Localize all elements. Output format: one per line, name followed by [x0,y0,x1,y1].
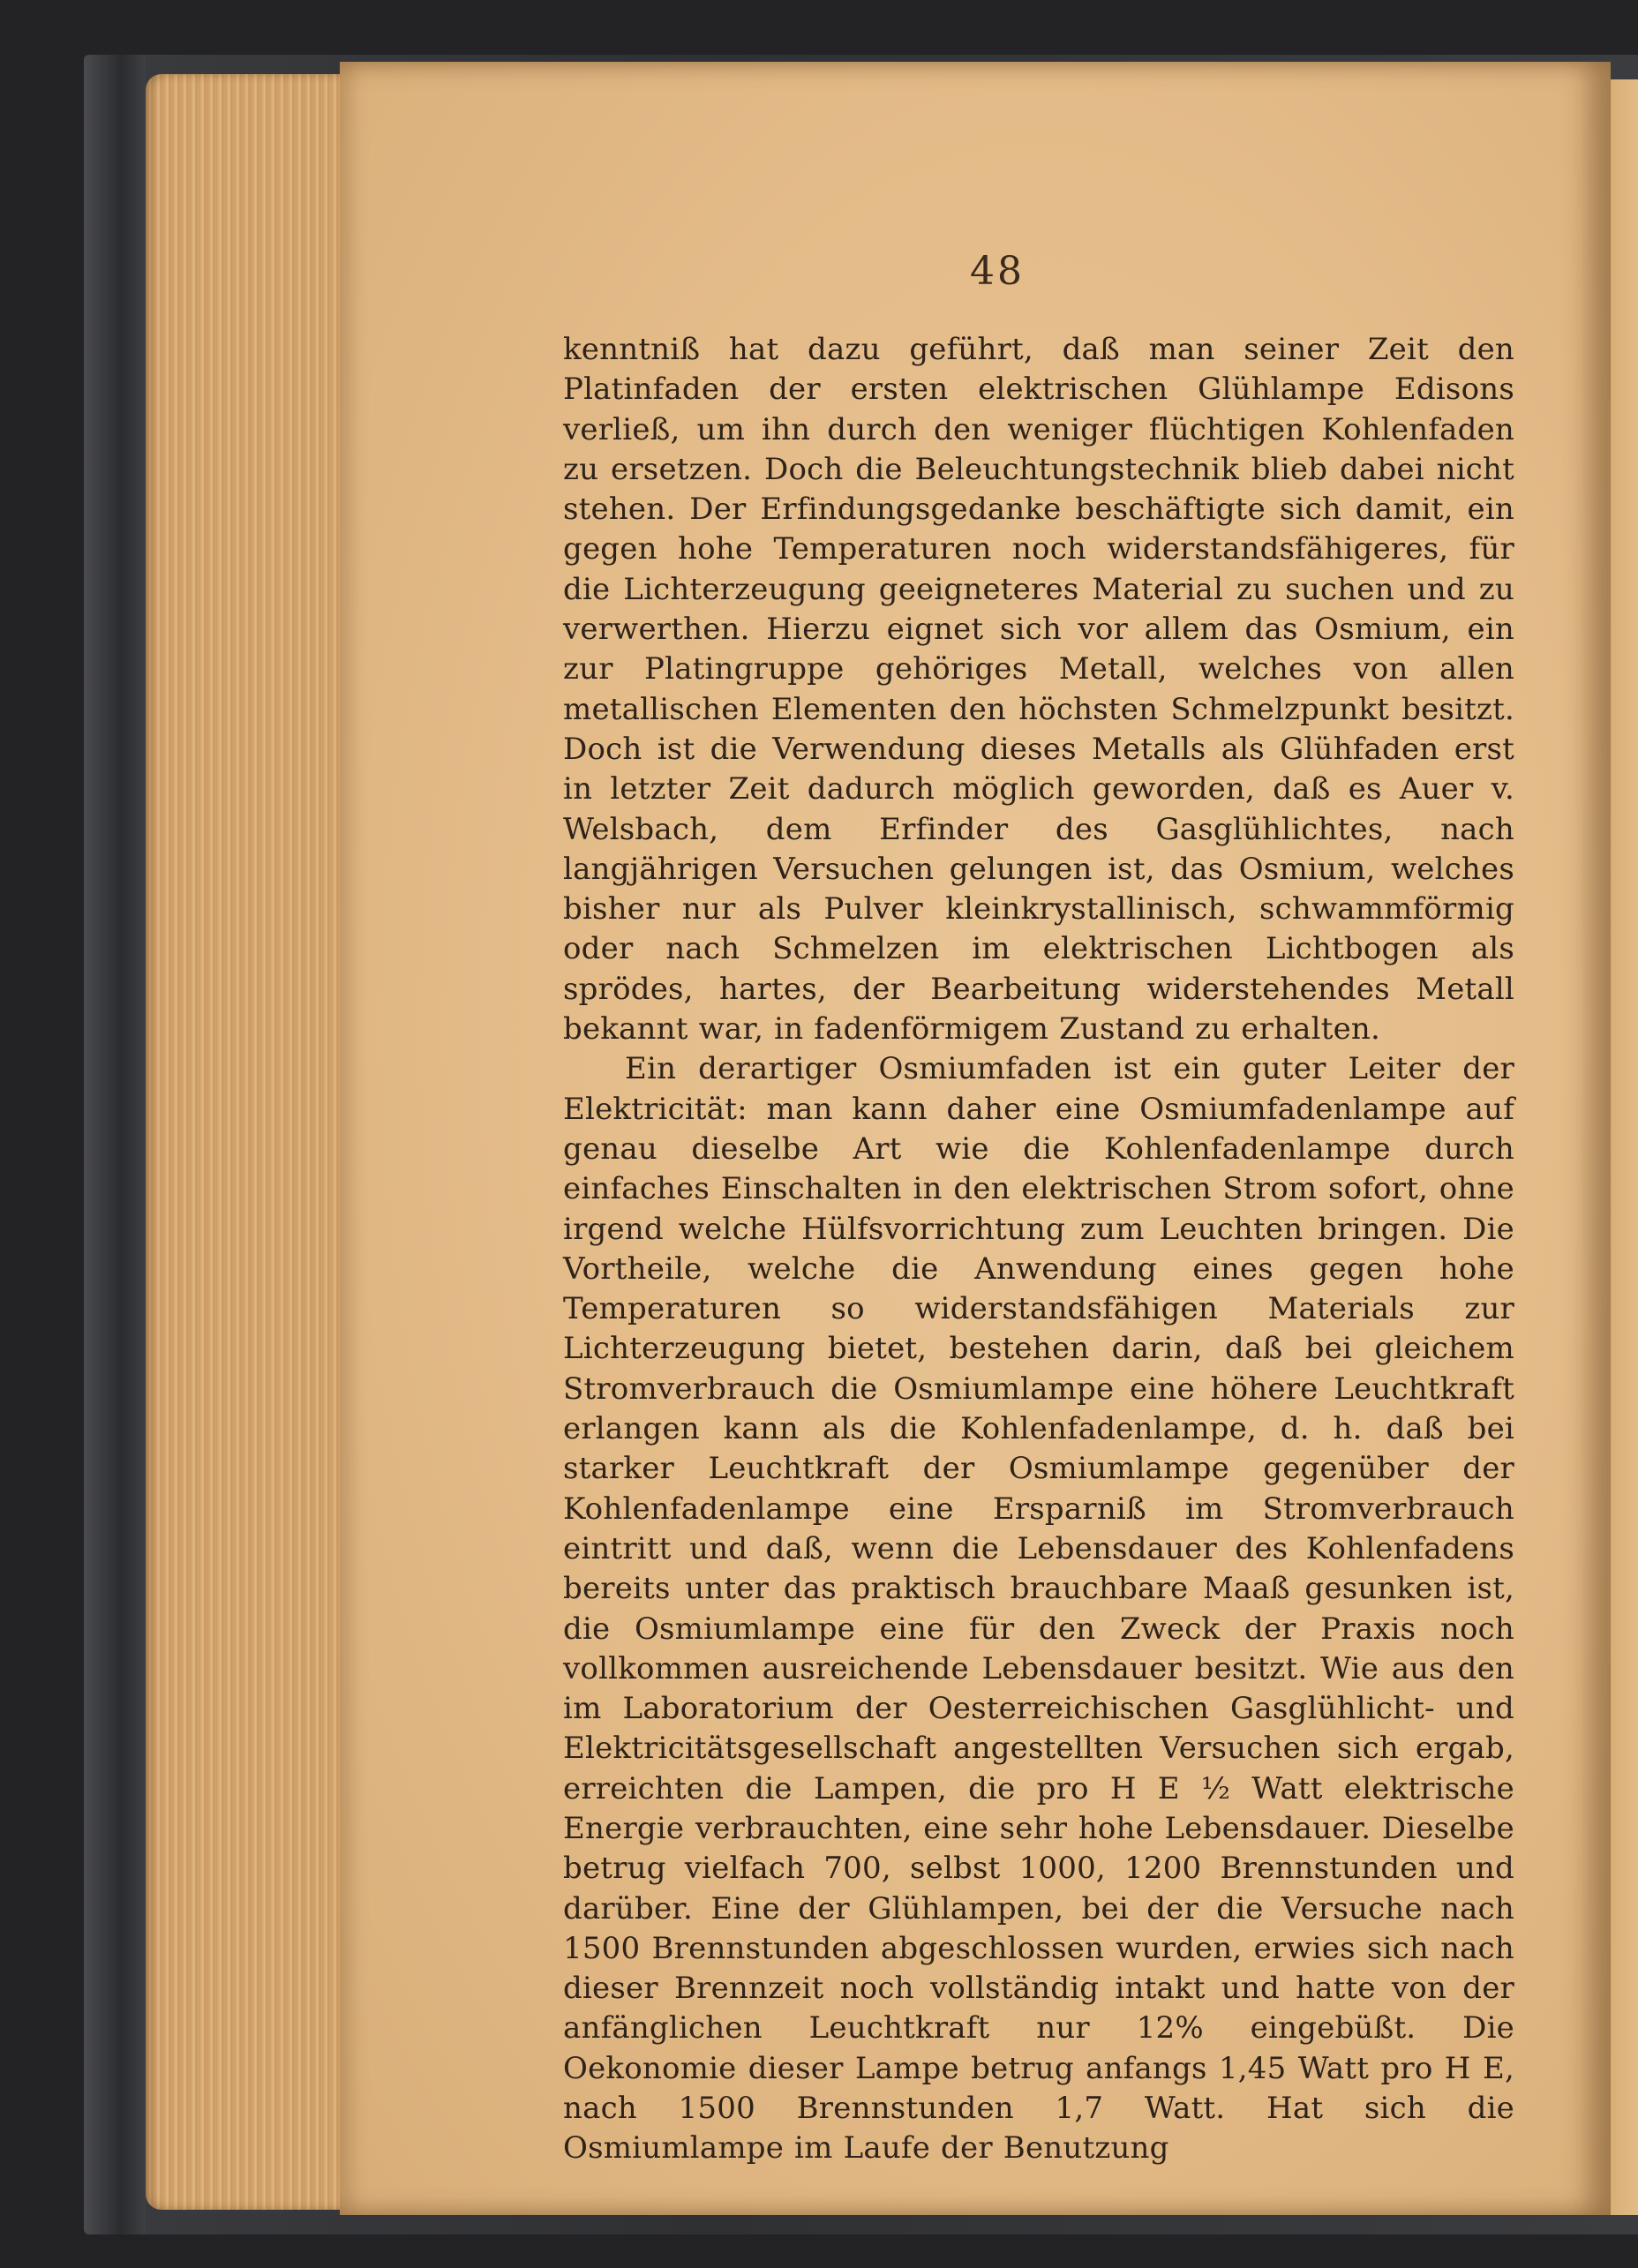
paragraph-1: kenntniß hat dazu geführt, daß man seiner Zeit den Platinfaden der ersten elektrischen Glühlampe Edisons verließ, um ihn durch den weniger flüchtigen Kohlenfaden zu ersetzen. Doch die Beleuchtungstechnik blieb dabei nicht stehen. Der Erfindungsgedanke beschäftigte sich damit, ein gegen hohe Temperaturen noch widerstandsfähigeres, für die Lichterzeugung geeigneteres Material zu suchen und zu verwerthen. Hierzu eignet sich vor allem das Osmium, ein zur Platingruppe gehöriges Metall, welches von allen metallischen Elementen den höchsten Schmelzpunkt besitzt. Doch ist die Verwendung dieses Metalls als Glühfaden erst in letzter Zeit dadurch möglich geworden, daß es Auer v. Welsbach, dem Erfinder des Gasglühlichtes, nach langjährigen Versuchen gelungen ist, das Osmium, welches bisher nur als Pulver kleinkrystallinisch, schwammförmig oder nach Schmelzen im elektrischen Lichtbogen als sprödes, hartes, der Bearbeitung widerstehendes Metall bekannt war, in fadenförmigem Zustand zu erhalten. [563,332,1514,1048]
page-stack-edges [146,74,357,2210]
page-body [563,330,1514,2169]
paragraph-2: Ein derartiger Osmiumfaden ist ein guter Leiter der Elektricität: man kann daher eine Osmiumfadenlampe auf genau dieselbe Art wie die Kohlenfadenlampe durch einfaches Einschalten in den elektrischen Strom sofort, ohne irgend welche Hülfsvorrichtung zum Leuchten bringen. Die Vortheile, welche die Anwendung eines gegen hohe Temperaturen so widerstandsfähigen Materials zur Lichterzeugung bietet, bestehen darin, daß bei gleichem Stromverbrauch die Osmiumlampe eine höhere Leuchtkraft erlangen kann als die Kohlenfadenlampe, d. h. daß bei starker Leuchtkraft der Osmiumlampe gegenüber der Kohlenfadenlampe eine Ersparniß im Stromverbrauch eintritt und daß, wenn die Lebensdauer des Kohlenfadens bereits unter das praktisch brauchbare Maaß gesunken ist, die Osmiumlampe eine für den Zweck der Praxis noch vollkommen ausreichende Lebensdauer besitzt. Wie aus den im Laboratorium der Oesterreichischen Gasglühlicht- und Elektricitätsgesellschaft angestellten Versuchen sich ergab, erreichten die Lampen, die pro H E ½ Watt elektrische Energie verbrauchten, eine sehr hohe Lebensdauer. Dieselbe betrug vielfach 700, selbst 1000, 1200 Brennstunden und darüber. Eine der Glühlampen, bei der die Versuche nach 1500 Brennstunden abgeschlossen wurden, erwies sich nach dieser Brennzeit noch vollständig intakt und hatte von der anfänglichen Leuchtkraft nur 12% eingebüßt. Die Oekonomie dieser Lampe betrug anfangs 1,45 Watt pro H E, nach 1500 Brennstunden 1,7 Watt. Hat sich die Osmiumlampe im Laufe der Benutzung [563,1051,1514,2167]
cover-edge [84,55,146,2234]
page-number: 48 [970,249,1025,294]
